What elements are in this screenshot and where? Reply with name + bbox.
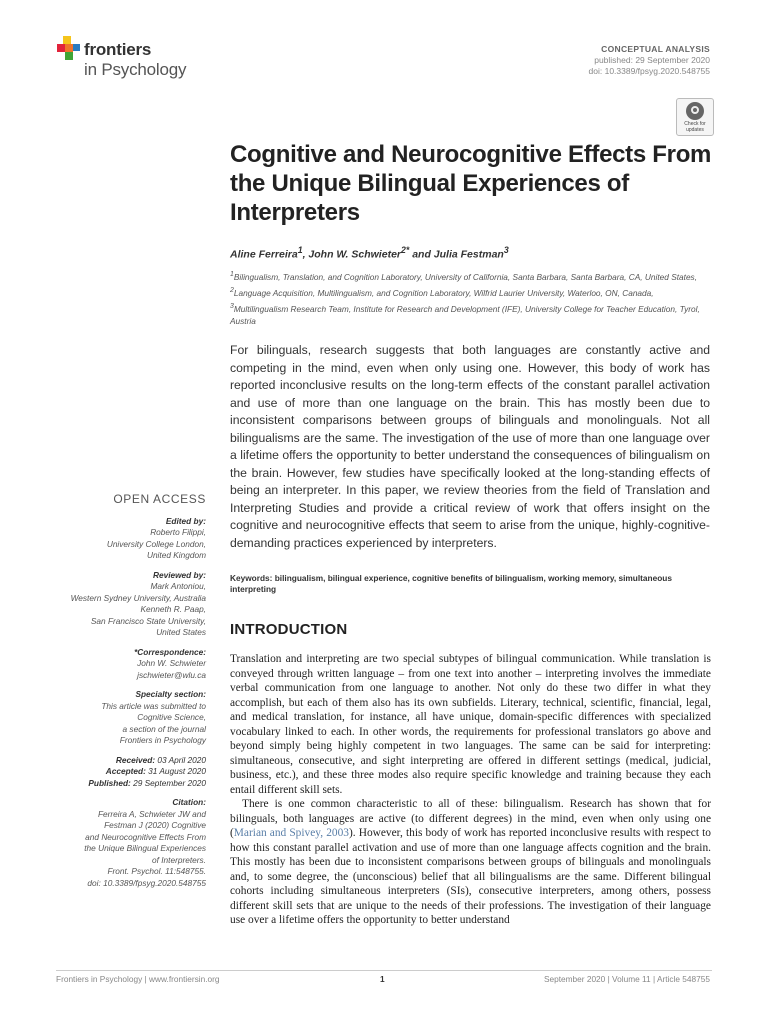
author-affiliation-mark: 3: [503, 245, 509, 255]
check-for-updates-badge[interactable]: [676, 98, 714, 136]
affiliations: $^1$Bilingualism, Translation, and Cognition Laboratory, University of California, Santa Barbara, Santa Barbara, CA, United States, $^2$Language Acquisition, Multilingualism, and Cognition Laboratory, Wilfrid Laurier University, Waterloo, ON, Canada, $^3$Multilingualism Research Team, Institute for Research and Development (IFE), University College for Teacher Education, Tyrol, Austria: [230, 271, 700, 327]
author-name[interactable]: Aline Ferreira: [230, 248, 298, 261]
check-for-updates-label: Check for updates: [684, 121, 706, 133]
body-paragraph: There is one common characteristic to all of these: bilingualism. Research has shown that for bilinguals, both languages are active (to different degrees) in the mind, even when only using one (Marian and Spivey, 2003). However, this body of work has reported inconclusive results with respect to how this constant parallel activation and use of more than one language affects cognition and the brain. This mostly has been due to inconsistent comparisons between groups of bilinguals and monolinguals and, to some degree, the (unconscious) belief that all bilingualisms are the same. Different bilingual cohorts including simultaneous interpreters (SIs), consecutive interpreters, among others, possess different skill sets that are unique to the needs of their professions. The investigation of their language use over a lifetime offers the opportunity to better understand: [230, 798, 711, 926]
citation-doi[interactable]: doi: 10.3389/fpsyg.2020.548755: [87, 877, 206, 888]
received-heading: Received:: [115, 754, 156, 765]
reviewer-affiliation: Western Sydney University, Australia: [70, 592, 206, 603]
footer-article-info: September 2020 | Volume 11 | Article 548755: [543, 974, 710, 984]
journal-logo-line1: frontiers: [84, 40, 152, 59]
page-number: 1: [380, 974, 385, 984]
citation-line: Festman J (2020) Cognitive: [104, 820, 206, 830]
journal-logo[interactable]: [56, 34, 216, 82]
published-date: published: 29 September 2020: [594, 55, 710, 65]
reviewer-name[interactable]: Kenneth R. Paap,: [140, 604, 206, 614]
reviewer-affiliation: San Francisco State University,: [90, 615, 206, 626]
published-heading: Published:: [88, 777, 131, 788]
citation-heading: Citation:: [172, 797, 206, 807]
accepted-heading: Accepted:: [105, 766, 146, 776]
specialty-line: This article was submitted to: [101, 700, 206, 711]
accepted-date: 31 August 2020: [148, 766, 206, 776]
frontiers-logo-icon: [56, 34, 82, 64]
citation-line: Front. Psychol. 11:548755.: [107, 866, 206, 876]
dates-block: [56, 755, 206, 767]
specialty-line: a section of the journal: [122, 723, 206, 734]
edited-by-heading: Edited by:: [165, 515, 206, 526]
article-info-sidebar: [56, 494, 206, 889]
author-separator: and: [409, 248, 434, 261]
citation-line: and Neurocognitive Effects From: [85, 831, 206, 842]
specialty-heading: Specialty section:: [135, 689, 206, 699]
affiliation: Multilingualism Research Team, Institute for Research and Development (IFE), University College for Teacher Education, Tyrol, Austria: [230, 303, 700, 327]
received-date: 03 April 2020: [157, 754, 206, 765]
article-doi[interactable]: doi: 10.3389/fpsyg.2020.548755: [588, 66, 710, 76]
article-type: CONCEPTUAL ANALYSIS: [601, 44, 710, 54]
section-heading-introduction: INTRODUCTION: [230, 621, 348, 638]
specialty-line: Cognitive Science,: [137, 712, 206, 722]
reference-link[interactable]: Marian and Spivey, 2003: [233, 827, 349, 839]
author-list: [230, 245, 720, 261]
author-affiliation-mark: 2*: [401, 245, 410, 255]
editor-name[interactable]: Roberto Filippi,: [150, 527, 206, 537]
body-text: [230, 652, 711, 928]
article-title: Cognitive and Neurocognitive Effects From the Unique Bilingual Experiences of Interpreters: [230, 141, 712, 226]
keywords: Keywords: bilingualism, bilingual experience, cognitive benefits of bilingualism, working memory, simultaneous interpreting: [230, 573, 672, 594]
reviewer-name[interactable]: Mark Antoniou,: [150, 581, 206, 591]
author-affiliation-mark: 1: [297, 245, 303, 255]
author-name[interactable]: Julia Festman: [433, 248, 504, 261]
footer-divider: [56, 970, 712, 971]
correspondence-heading: *Correspondence:: [134, 646, 206, 657]
body-paragraph: Translation and interpreting are two special subtypes of bilingual communication. While translation is conveyed through written language – from one text into another – interpreting involves the immediate verbal communication from one language to another. Not only do these two differ in what they accomplish, but each of them also has its own subfields. Literary, technical, scientific, financial, legal, and medical translation, for instance, all have unique, domain-specific differences with specialized vocabulary linked to each. In other words, the requirements for professional translators go above and beyond simply being highly competent in two languages. The same can be said for interpreting: simultaneous, consecutive, and sight interpreting are offered in different settings (medical, judicial, business, etc.), and these three modes also require specific knowledge and training because they each entail different skill sets.: [230, 653, 711, 796]
citation-line: Ferreira A, Schwieter JW and: [97, 808, 206, 819]
author-separator: ,: [302, 248, 309, 261]
author-name[interactable]: John W. Schwieter: [308, 248, 401, 261]
abstract: For bilinguals, research suggests that both languages are constantly active and competing in the mind, even when only using one. However, this body of work has reported inconclusive results on the long-term effects of the constant parallel activation and use of more than one language on the brain. This has mostly been due to inconsistent comparisons between groups of bilinguals and monolinguals. Not all bilingualisms are the same. The investigation of the use of more than one language over a lifetime offers the opportunity to better understand the consequences of bilingualism on the brain. However, few studies have specifically looked at the long-standing effects of being an interpreter. In this paper, we review theories from the field of Translation and Interpreting Studies and provide a critical review of work that offers insight on the cognitive and neurocognitive effects that seem to arise from the unique, highly-cognitive-demanding practices experienced by interpreters.: [230, 343, 710, 550]
journal-logo-line2: in Psychology: [84, 60, 187, 79]
affiliation: Language Acquisition, Multilingualism, and Cognition Laboratory, Wilfrid Laurier University, Waterloo, ON, Canada,: [233, 287, 654, 298]
specialty-line: Frontiers in Psychology: [119, 735, 206, 745]
citation-line: of Interpreters.: [152, 854, 206, 865]
footer-journal-link[interactable]: Frontiers in Psychology | www.frontiersin.org: [56, 974, 220, 984]
correspondence-name: John W. Schwieter: [137, 658, 206, 668]
correspondence-email[interactable]: jschwieter@wlu.ca: [137, 669, 206, 680]
open-access-label: OPEN ACCESS: [113, 492, 206, 506]
editor-affiliation: University College London,: [106, 538, 206, 549]
accepted-row: [56, 766, 206, 778]
published-row: [56, 778, 206, 790]
article-meta: [589, 44, 710, 77]
reviewer-affiliation: United States: [156, 627, 206, 637]
affiliation: Bilingualism, Translation, and Cognition Laboratory, University of California, Santa Barbara, Santa Barbara, CA, United States,: [233, 271, 698, 282]
editor-affiliation: United Kingdom: [146, 550, 206, 560]
reviewed-by-heading: Reviewed by:: [152, 569, 206, 580]
published-date-sidebar: 29 September 2020: [133, 777, 206, 788]
citation-line: the Unique Bilingual Experiences: [84, 843, 206, 853]
check-for-updates-icon: [686, 102, 704, 120]
